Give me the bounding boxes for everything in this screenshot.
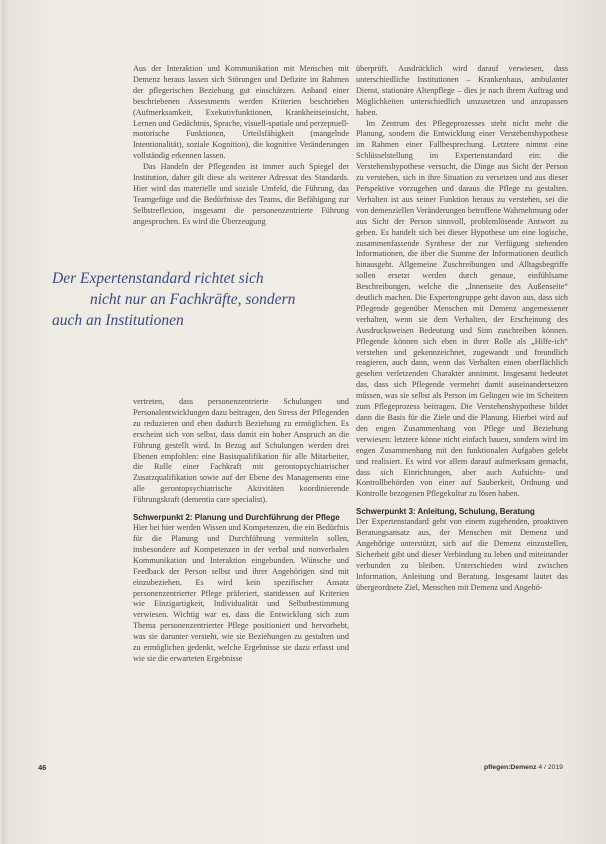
pull-quote-line: auch an Institutionen	[52, 312, 184, 329]
body-paragraph: Hier bei hier werden Wissen und Kompetenzen, die ein Bedürfnis für die Planung und Durchführung vermitteln sollen, insbesondere auf Kompetenzen in der verbal und nonverbalen Kommunikation und Interaktion eingebunden. Wünsche und Feedback der Person selbst und ihrer Angehörigen sind mit einzubeziehen. Es wird kein spezifischer Ansatz personenzentrierter Pflege präferiert, stattdessen auf Kriterien wie Einzigartigkeit, Individualität und Selbstbestimmung verwiesen. Wichtig war es, dass die Entwicklung sich zum Thema personenzentrierter Pflege positioniert und hervorhebt, was sie darunter versteht, wie sie Beziehungen zu gestalten und zu ermöglichen gedenkt, welche Ergebnisse sie dazu erfasst und wie sie die erwarteten Ergebnisse	[133, 523, 349, 663]
magazine-name: pflegen:Demenz	[484, 764, 537, 771]
section-heading: Schwerpunkt 3: Anleitung, Schulung, Beratung	[356, 507, 535, 517]
body-paragraph: überprüft. Ausdrücklich wird darauf verwiesen, dass unterschiedliche Institutionen – Krankenhaus, ambulanter Dienst, stationäre Altenpflege – dies je nach ihrem Auftrag und Möglichkeiten unterschiedlich umzusetzen und anzupassen haben.	[356, 64, 568, 117]
body-paragraph: Das Handeln der Pflegenden ist immer auch Spiegel der Institution, daher gilt diese als weiterer Adressat des Standards. Hier wird das materielle und soziale Umfeld, die Führung, das Teamgefüge und die Bedürfnisse des Teams, die Befähigung zur Selbstreflexion, insgesamt die personenzentrierte Führung angesprochen. Es wird die Überzeugung	[133, 162, 349, 226]
left-column-top	[133, 64, 349, 228]
magazine-footer	[484, 764, 563, 771]
body-paragraph: Aus der Interaktion und Kommunikation mit Menschen mit Demenz heraus lassen sich Störungen und Defizite im Rahmen der pflegerischen Beziehung gut einschätzen. Anhand einer beschriebenen Assessments werden Kriterien beschrieben (Aufmerksamkeit, Exekutivfunktionen, Krankheitseinsicht, Lernen und Gedächtnis, Sprache, visuell-spatiale und perzeptuell-motorische Funktionen, Urteilsfähigkeit (mangelnde Intentionalität), soziale Kognition), die kognitive Veränderungen vollständig erkennen lassen.	[133, 64, 349, 161]
right-column	[356, 64, 568, 594]
page-crease-shadow	[2, 0, 8, 844]
pull-quote	[52, 268, 352, 331]
left-column-bottom	[133, 397, 349, 665]
body-paragraph: Der Expertenstandard geht von einem zugehenden, proaktiven Beratungsansatz aus, der Menschen mit Demenz und Angehörige unterstützt, sich auf die Demenz einzustellen, Sicherheit gibt und dieser Verbindung zu leben und miteinander verbunden zu bleiben. Unterschieden wird zwischen Information, Anleitung und Beratung. Insgesamt lautet das übergeordnete Ziel, Menschen mit Demenz und Angehö-	[356, 517, 568, 592]
body-paragraph: vertreten, dass personenzentrierte Schulungen und Personalentwicklungen dazu beitragen, den Stress der Pflegenden zu reduzieren und eben dadurch Beziehung zu ermöglichen. Es erscheint sich von selbst, dass damit ein hoher Anspruch an die Führung gestellt wird. In Bezug auf Schulungen werden drei Ebenen empfohlen: eine Basisqualifikation für alle Mitarbeiter, die Rolle einer Fachkraft mit gerontopsychiatrischer Zusatzqualifikation sowie auf der Ebene des Managements eine alle gerontopsychiatrische Aktivitäten koordinierende Führungskraft (dementia care specialist).	[133, 397, 349, 505]
pull-quote-line: Der Expertenstandard richtet sich	[52, 270, 264, 287]
pull-quote-line: nicht nur an Fachkräfte, sondern	[90, 291, 296, 308]
body-paragraph: Im Zentrum des Pflegeprozesses steht nicht mehr die Planung, sondern die Entwicklung einer Verstehenshypothese im Rahmen einer Fallbesprechung. Letztere nimmt eine Schlüsselstellung im Expertenstandard ein: die Verstehenshypothese versucht, die Dinge aus Sicht der Person zu verstehen, sich in ihre Situation zu versetzen und aus dieser Perspektive vorzugehen und daraus die Pflege zu gestalten. Verhalten ist aus seiner Funktion heraus zu verstehen, sei die von demenziellen Veränderungen betroffene Wahrnehmung oder aus Sicht der Person sinnvoll, problemlösende Antwort zu geben. Es handelt sich bei dieser Hypothese um eine logische, zusammenfassende Synthese der zur Verfügung stehenden Informationen, die über die Summe der Informationen deutlich hinausgeht. Allgemeine Zuschreibungen und Alltagsbegriffe sollen ersetzt werden durch genaue, einfühlsame Beschreibungen, welche die „Innenseite des Außenseite“ deutlich machen. Die Expertengruppe geht davon aus, dass sich Pflegende gegenüber Menschen mit Demenz angemessener verhalten, wenn sie dem Verhalten, der Erscheinung des Ausdrucksweisen Bedeutung und Sinn zuschreiben können. Pflegende können sich eben in ihrer Rolle als „Hilfe-ich“ verstehen und gekennzeichnet, zugewandt und freundlich reagieren, auch dann, wenn das Verhalten einen oberflächlich gesehen verletzenden Charakter annimmt. Insgesamt bedeutet das, dass sich Pflegende vermehrt damit auseinandersetzen müssen, was sie selbst als Person im Gelingen wie im Scheitern zum Pflegeprozess beitragen. Die Verstehenshypothese bildet dann die Basis für die Ziele und die Planung. Hierbei wird auf den engen Zusammenhang von Pflege und Beziehung verwiesen: letztere könne nicht einfach bauen, sondern wird im engen Zusammenhang mit den funktionalen Aufgaben gelebt und realisiert. Es wird vor allem darauf aufmerksam gemacht, dass sich Einrichtungen, aber auch Aufsichts- und Kontrollbehörden von einer auf Sauberkeit, Ordnung und Kontrolle bezogenen Pflegekultur zu lösen haben.	[356, 118, 568, 499]
section-heading: Schwerpunkt 2: Planung und Durchführung der Pflege	[133, 513, 340, 523]
page-number: 46	[38, 763, 47, 772]
issue-number: 4 / 2019	[538, 764, 563, 771]
